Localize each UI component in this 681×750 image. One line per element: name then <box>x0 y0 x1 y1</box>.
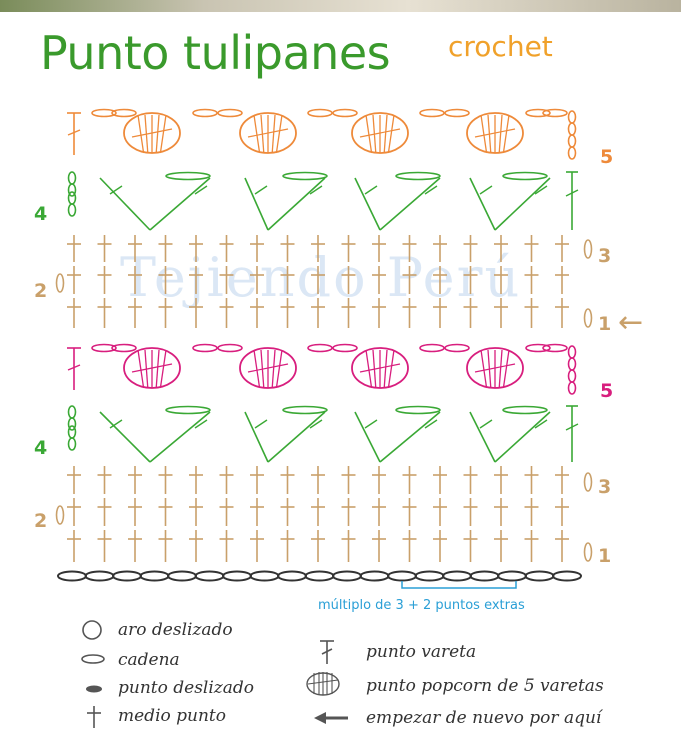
turning-chain <box>69 172 76 184</box>
turning-chain <box>69 406 76 418</box>
chain <box>396 407 440 414</box>
turning-chain <box>69 438 76 450</box>
turning-chain <box>585 240 592 258</box>
popcorn-stitch <box>254 115 260 153</box>
chain <box>283 407 327 414</box>
popcorn-stitch <box>481 350 487 388</box>
chain <box>193 345 217 352</box>
row-label-3-bottom: 3 <box>598 476 612 498</box>
turning-chain <box>569 123 576 135</box>
chain <box>166 407 210 414</box>
multiple-note: múltiplo de 3 + 2 puntos extras <box>318 598 525 613</box>
single-crochet-icon <box>84 704 104 730</box>
popcorn-stitch <box>481 115 487 153</box>
turning-chain <box>57 506 64 524</box>
turning-chain <box>569 346 576 358</box>
turning-chain <box>69 204 76 216</box>
turning-chain <box>585 543 592 561</box>
turning-chain <box>57 274 64 292</box>
foundation-chain <box>58 572 86 581</box>
slip-stitch-icon <box>84 683 104 695</box>
popcorn-stitch <box>138 350 144 388</box>
foundation-chain <box>223 572 251 581</box>
v-stitch <box>268 178 325 230</box>
turning-chain <box>69 192 76 204</box>
v-stitch <box>480 186 492 194</box>
chain <box>420 110 444 117</box>
chain <box>283 173 327 180</box>
chain <box>503 407 547 414</box>
legend-magic-ring: aro deslizado <box>118 620 233 640</box>
start-arrow-icon: ← <box>618 305 644 340</box>
foundation-chain <box>498 572 526 581</box>
popcorn-stitch <box>366 115 372 153</box>
chain <box>396 173 440 180</box>
row-label-1-top: 1 <box>598 313 612 335</box>
popcorn-icon <box>300 668 346 698</box>
foundation-chain <box>361 572 389 581</box>
foundation-chain <box>443 572 471 581</box>
popcorn-stitch <box>138 115 144 153</box>
popcorn-stitch <box>160 115 166 153</box>
chain <box>333 110 357 117</box>
v-stitch <box>495 412 550 462</box>
chain <box>420 345 444 352</box>
v-stitch <box>255 186 267 194</box>
v-stitch <box>495 178 550 230</box>
foundation-chain <box>526 572 554 581</box>
popcorn-stitch <box>276 115 282 153</box>
foundation-chain <box>388 572 416 581</box>
foundation-chain <box>471 572 499 581</box>
legend-single-crochet: medio punto <box>118 706 226 726</box>
turning-chain <box>569 111 576 123</box>
v-stitch <box>470 412 495 462</box>
v-stitch <box>150 178 210 230</box>
popcorn-stitch <box>366 350 372 388</box>
chain <box>445 345 469 352</box>
v-stitch <box>480 420 492 428</box>
popcorn-stitch <box>388 350 394 388</box>
legend-start-again: empezar de nuevo por aquí <box>366 708 602 728</box>
legend-double-crochet: punto vareta <box>366 642 477 662</box>
row-label-4-bottom: 4 <box>34 437 48 459</box>
legend-chain: cadena <box>118 650 180 670</box>
foundation-chain <box>86 572 114 581</box>
row-label-5-bottom: 5 <box>600 380 614 402</box>
magic-ring-icon <box>80 618 104 642</box>
turning-chain <box>69 426 76 438</box>
popcorn-stitch <box>384 350 387 388</box>
chain <box>166 173 210 180</box>
v-stitch <box>365 420 377 428</box>
foundation-chain <box>251 572 279 581</box>
chain <box>308 345 332 352</box>
row-label-2-bottom: 2 <box>34 510 48 532</box>
popcorn-stitch <box>160 350 166 388</box>
v-stitch <box>268 412 325 462</box>
popcorn-stitch <box>384 115 387 153</box>
chain-icon <box>80 652 106 666</box>
v-stitch <box>100 412 150 462</box>
chain <box>503 173 547 180</box>
chain <box>218 110 242 117</box>
turning-chain <box>569 358 576 370</box>
legend-popcorn: punto popcorn de 5 varetas <box>366 676 604 696</box>
popcorn-stitch <box>272 350 275 388</box>
chain <box>445 110 469 117</box>
chain <box>333 345 357 352</box>
double-crochet-icon <box>316 638 338 666</box>
chain <box>193 110 217 117</box>
chain <box>218 345 242 352</box>
foundation-chain <box>168 572 196 581</box>
foundation-chain <box>333 572 361 581</box>
start-arrow-legend-icon <box>312 710 350 726</box>
v-stitch <box>255 420 267 428</box>
foundation-chain <box>113 572 141 581</box>
foundation-chain <box>278 572 306 581</box>
popcorn-stitch <box>156 115 159 153</box>
v-stitch <box>100 178 150 230</box>
foundation-chain <box>306 572 334 581</box>
turning-chain <box>585 473 592 491</box>
popcorn-stitch <box>156 350 159 388</box>
popcorn-stitch <box>254 350 260 388</box>
watermark: Tejiendo Perú <box>120 246 522 309</box>
turning-chain <box>585 309 592 327</box>
row-label-3-top: 3 <box>598 245 612 267</box>
v-stitch <box>365 186 377 194</box>
turning-chain <box>569 370 576 382</box>
v-stitch <box>380 178 440 230</box>
row-label-5-top: 5 <box>600 146 614 168</box>
v-stitch <box>150 412 210 462</box>
chain <box>543 345 567 352</box>
popcorn-stitch <box>272 115 275 153</box>
row-label-2-top: 2 <box>34 280 48 302</box>
v-stitch <box>355 412 380 462</box>
v-stitch <box>245 412 268 462</box>
foundation-chain <box>141 572 169 581</box>
chain <box>308 110 332 117</box>
popcorn-stitch <box>503 115 509 153</box>
v-stitch <box>380 412 440 462</box>
popcorn-stitch <box>503 350 509 388</box>
popcorn-stitch <box>388 115 394 153</box>
turning-chain <box>569 135 576 147</box>
popcorn-stitch <box>499 115 502 153</box>
page-subtitle: crochet <box>448 30 553 63</box>
row-label-1-bottom: 1 <box>598 545 612 567</box>
foundation-chain <box>196 572 224 581</box>
turning-chain <box>569 382 576 394</box>
legend-slip-stitch: punto deslizado <box>118 678 254 698</box>
page-title: Punto tulipanes <box>40 26 391 80</box>
popcorn-stitch <box>276 350 282 388</box>
popcorn-stitch <box>499 350 502 388</box>
foundation-chain <box>553 572 581 581</box>
foundation-chain <box>416 572 444 581</box>
row-label-4-top: 4 <box>34 203 48 225</box>
multiple-bracket <box>402 581 516 588</box>
turning-chain <box>569 147 576 159</box>
chain <box>543 110 567 117</box>
v-stitch <box>245 178 268 230</box>
